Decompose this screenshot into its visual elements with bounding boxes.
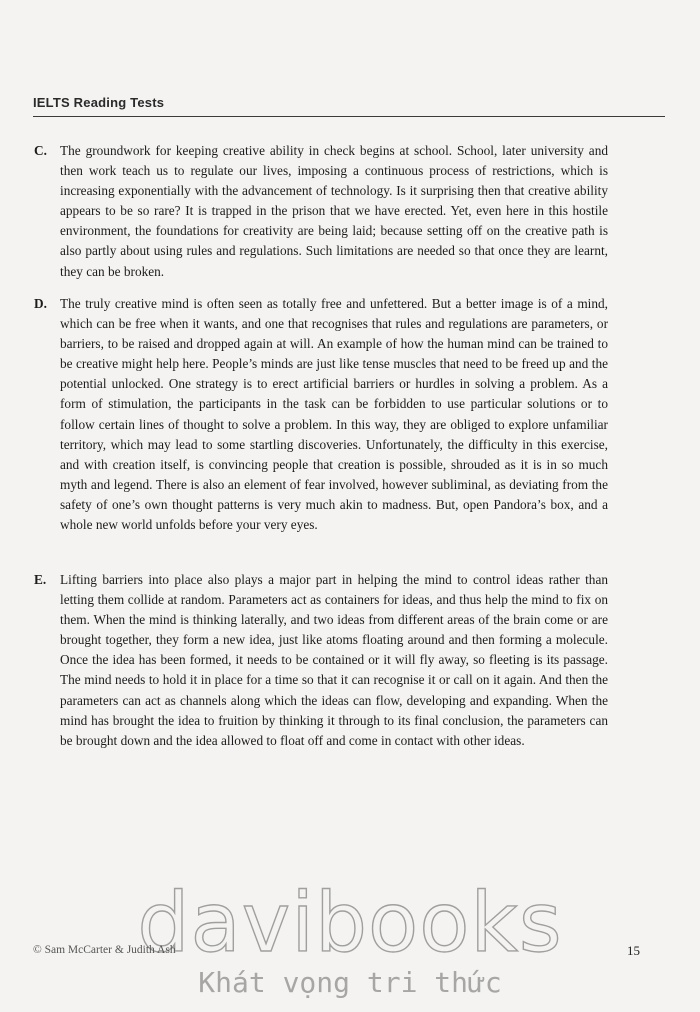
watermark-tagline: Khát vọng tri thức <box>198 966 502 999</box>
paragraph-letter: D. <box>34 296 47 311</box>
paragraph-text: The truly creative mind is often seen as totally free and unfettered. But a better image is of a mind, which can be free when it wants, and one that recognises that rules and regulations are parameters, or barriers, to be raised and dropped again at will. An example of how the human mind can be trained to be creative might help here. People’s minds are just like tense muscles that need to be freed up and the potential unlocked. One strategy is to erect artificial barriers or hurdles in solving a problem. As a form of stimulation, the participants in the task can be forbidden to use particular solutions or to follow certain lines of thought to solve a problem. In this way, they are obliged to explore unfamiliar territory, which may lead to some startling discoveries. Unfortunately, the difficulty in this exercise, and with creation itself, is convincing people that creation is possible, shrouded as it is in so much myth and legend. There is also an element of fear involved, however subliminal, as deviating from the safety of one’s own thought patterns is very much akin to madness. But, open Pandora’s box, and a whole new world unfolds before your very eyes. <box>60 296 608 533</box>
paragraph-text: Lifting barriers into place also plays a major part in helping the mind to control ideas rather than letting them collide at random. Parameters act as containers for ideas, and thus help the mind to fix on them. When the mind is thinking laterally, and two ideas from different areas of the brain come or are brought together, they form a new idea, just like atoms floating around and then forming a molecule. Once the idea has been formed, it needs to be contained or it will fly away, so fleeting is its passage. The mind needs to hold it in place for a time so that it can recognise it or call on it again. And then the parameters can act as channels along which the ideas can flow, developing and expanding. When the mind has brought the idea to fruition by thinking it through to its final conclusion, the parameters can be brought down and the idea allowed to float off and come in contact with other ideas. <box>60 572 608 748</box>
page-number: 15 <box>627 943 640 958</box>
copyright-notice: © Sam McCarter & Judith Ash <box>33 944 176 956</box>
paragraph-text: The groundwork for keeping creative ability in check begins at school. School, later university and then work teach us to regulate our lives, imposing a continuous process of restrictions, which is increasing exponentially with the advancement of technology. Is it surprising then that creative ability appears to be so rare? It is trapped in the prison that we have erected. Yet, even here in this hostile environment, the foundations for creativity are being laid; because setting off on the creative path is also partly about using rules and regulations. Such limitations are needed so that once they are learnt, they can be broken. <box>60 143 608 279</box>
page-header <box>33 94 665 117</box>
paragraph-d <box>34 294 608 535</box>
watermark-brand: davibooks <box>137 876 563 971</box>
page-footer <box>33 944 665 964</box>
running-head: IELTS Reading Tests <box>33 95 165 110</box>
paragraph-letter: C. <box>34 143 47 158</box>
paragraph-e <box>34 570 608 751</box>
paragraph-c <box>34 141 608 282</box>
paragraph-letter: E. <box>34 572 47 587</box>
